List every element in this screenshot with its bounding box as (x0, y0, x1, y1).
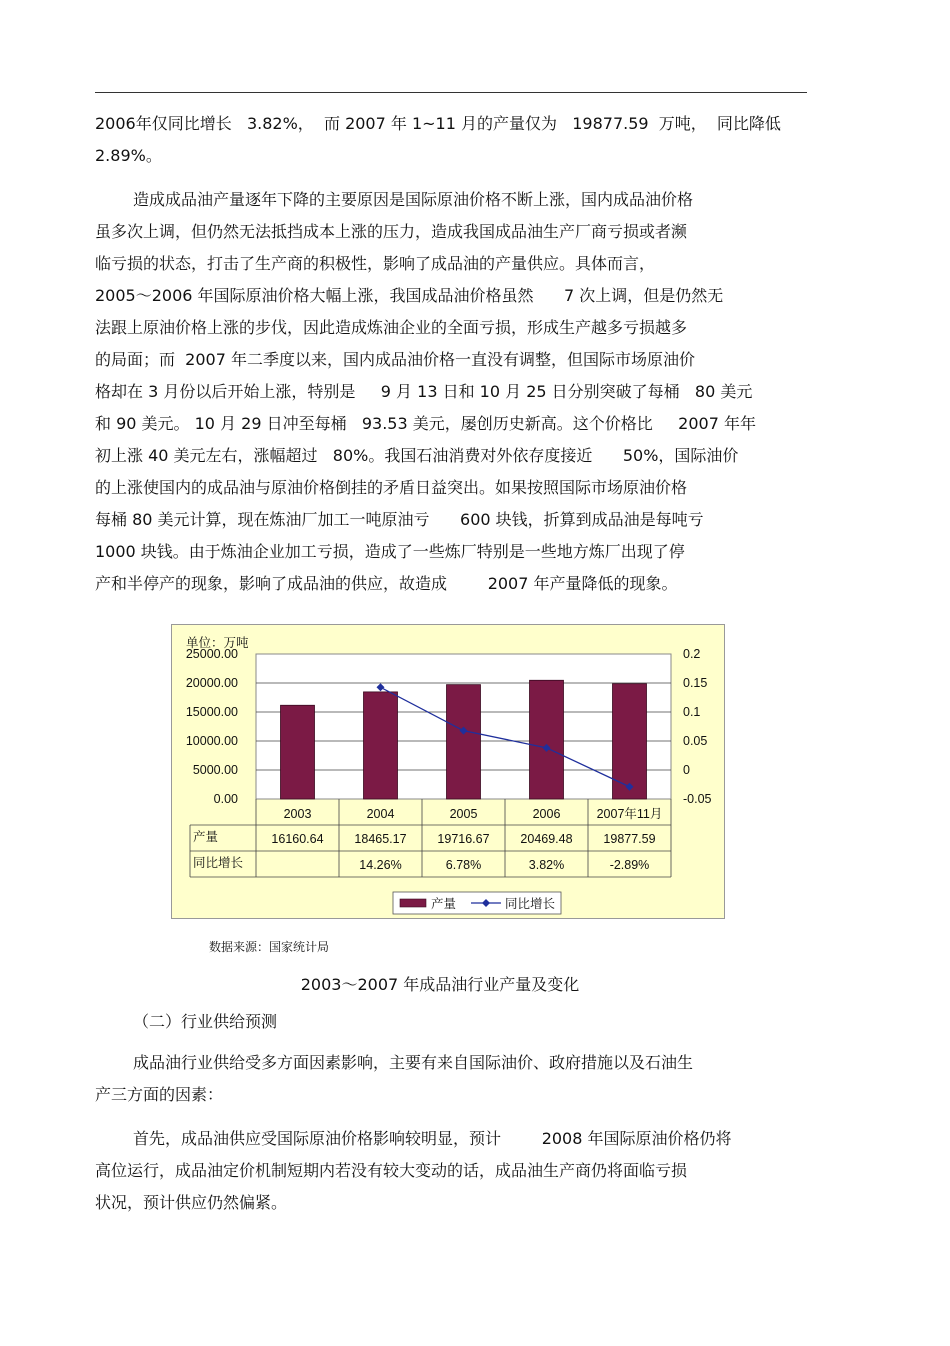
y-right-tick: -0.05 (683, 792, 712, 806)
table-cell: 20469.48 (520, 832, 573, 846)
body-line: 2.89%。 (95, 146, 162, 165)
y-left-tick: 10000.00 (185, 734, 238, 748)
bar-2005 (447, 685, 481, 799)
legend-label: 产量 (431, 897, 457, 911)
body-line: 成品油行业供给受多方面因素影响，主要有来自国际油价、政府措施以及石油生 (133, 1053, 694, 1072)
y-right-tick: 0.05 (683, 734, 708, 748)
body-line: 的上涨使国内的成品油与原油价格倒挂的矛盾日益突出。如果按照国际市场原油价格 (95, 478, 688, 497)
table-row-label: 同比增长 (193, 856, 244, 870)
body-line: 虽多次上调，但仍然无法抵挡成本上涨的压力，造成我国成品油生产厂商亏损或者濒 (95, 222, 688, 241)
table-row-label: 产量 (193, 830, 219, 844)
table-cell: 14.26% (359, 858, 402, 872)
y-left-tick: 15000.00 (185, 705, 238, 719)
y-left-tick: 0.00 (213, 792, 238, 806)
table-cell: 19716.67 (437, 832, 490, 846)
chart-svg (172, 625, 724, 918)
body-line: 1000 块钱。由于炼油企业加工亏损，造成了一些炼厂特别是一些地方炼厂出现了停 (95, 542, 685, 561)
body-line: 和 90 美元。 10 月 29 日冲至每桶 93.53 美元，屡创历史新高。这个价格比 2007 年年 (95, 414, 756, 433)
header-rule (95, 92, 807, 93)
body-line: 格却在 3 月份以后开始上涨，特别是 9 月 13 日和 10 月 25 日分别突破了每桶 80 美元 (95, 382, 753, 401)
table-cell: 3.82% (528, 858, 565, 872)
body-line: 每桶 80 美元计算，现在炼油厂加工一吨原油亏 600 块钱，折算到成品油是每吨亏 (95, 510, 704, 529)
y-left-tick: 20000.00 (185, 676, 238, 690)
table-cell: 6.78% (445, 858, 482, 872)
body-line: 2005～2006 年国际原油价格大幅上涨，我国成品油价格虽然 7 次上调，但是仍然无 (95, 286, 724, 305)
y-right-tick: 0.1 (683, 705, 701, 719)
bar-2003 (281, 705, 315, 799)
table-cell: 16160.64 (271, 832, 324, 846)
chart-caption: 2003～2007 年成品油行业产量及变化 (300, 975, 580, 994)
body-line: 产和半停产的现象，影响了成品油的供应，故造成 2007 年产量降低的现象。 (95, 574, 678, 593)
bar-2004 (364, 692, 398, 799)
category-label: 2007年11月 (596, 807, 663, 821)
section-title: （二）行业供给预测 (133, 1012, 278, 1031)
bar-2006 (530, 680, 564, 799)
legend-label: 同比增长 (505, 897, 556, 911)
category-label: 2004 (366, 807, 395, 821)
body-line: 首先，成品油供应受国际原油价格影响较明显，预计 2008 年国际原油价格仍将 (133, 1129, 732, 1148)
data-source: 数据来源：国家统计局 (209, 940, 330, 954)
category-label: 2006 (532, 807, 561, 821)
y-right-tick: 0 (683, 763, 690, 777)
body-line: 的局面；而 2007 年二季度以来，国内成品油价格一直没有调整，但国际市场原油价 (95, 350, 695, 369)
table-cell: -2.89% (609, 858, 650, 872)
y-right-tick: 0.2 (683, 647, 701, 661)
y-left-tick: 25000.00 (185, 647, 238, 661)
body-line: 高位运行，成品油定价机制短期内若没有较大变动的话，成品油生产商仍将面临亏损 (95, 1161, 688, 1180)
body-line: 产三方面的因素： (95, 1085, 224, 1104)
legend-bar-swatch (400, 899, 426, 907)
y-right-tick: 0.15 (683, 676, 708, 690)
category-label: 2005 (449, 807, 478, 821)
category-label: 2003 (283, 807, 312, 821)
body-line: 初上涨 40 美元左右，涨幅超过 80%。我国石油消费对外依存度接近 50%，国际油价 (95, 446, 739, 465)
body-line: 法跟上原油价格上涨的步伐，因此造成炼油企业的全面亏损，形成生产越多亏损越多 (95, 318, 688, 337)
y-left-tick: 5000.00 (192, 763, 238, 777)
unit-label: 单位：万吨 (186, 636, 249, 650)
body-line: 2006年仅同比增长 3.82%， 而 2007 年 1~11 月的产量仅为 19877.59 万吨， 同比降低 (95, 114, 781, 133)
body-line: 造成成品油产量逐年下降的主要原因是国际原油价格不断上涨，国内成品油价格 (133, 190, 694, 209)
body-line: 状况，预计供应仍然偏紧。 (95, 1193, 288, 1212)
body-line: 临亏损的状态，打击了生产商的积极性，影响了成品油的产量供应。具体而言， (95, 254, 656, 273)
table-cell: 18465.17 (354, 832, 407, 846)
table-cell: 19877.59 (603, 832, 656, 846)
production-chart (171, 624, 725, 919)
